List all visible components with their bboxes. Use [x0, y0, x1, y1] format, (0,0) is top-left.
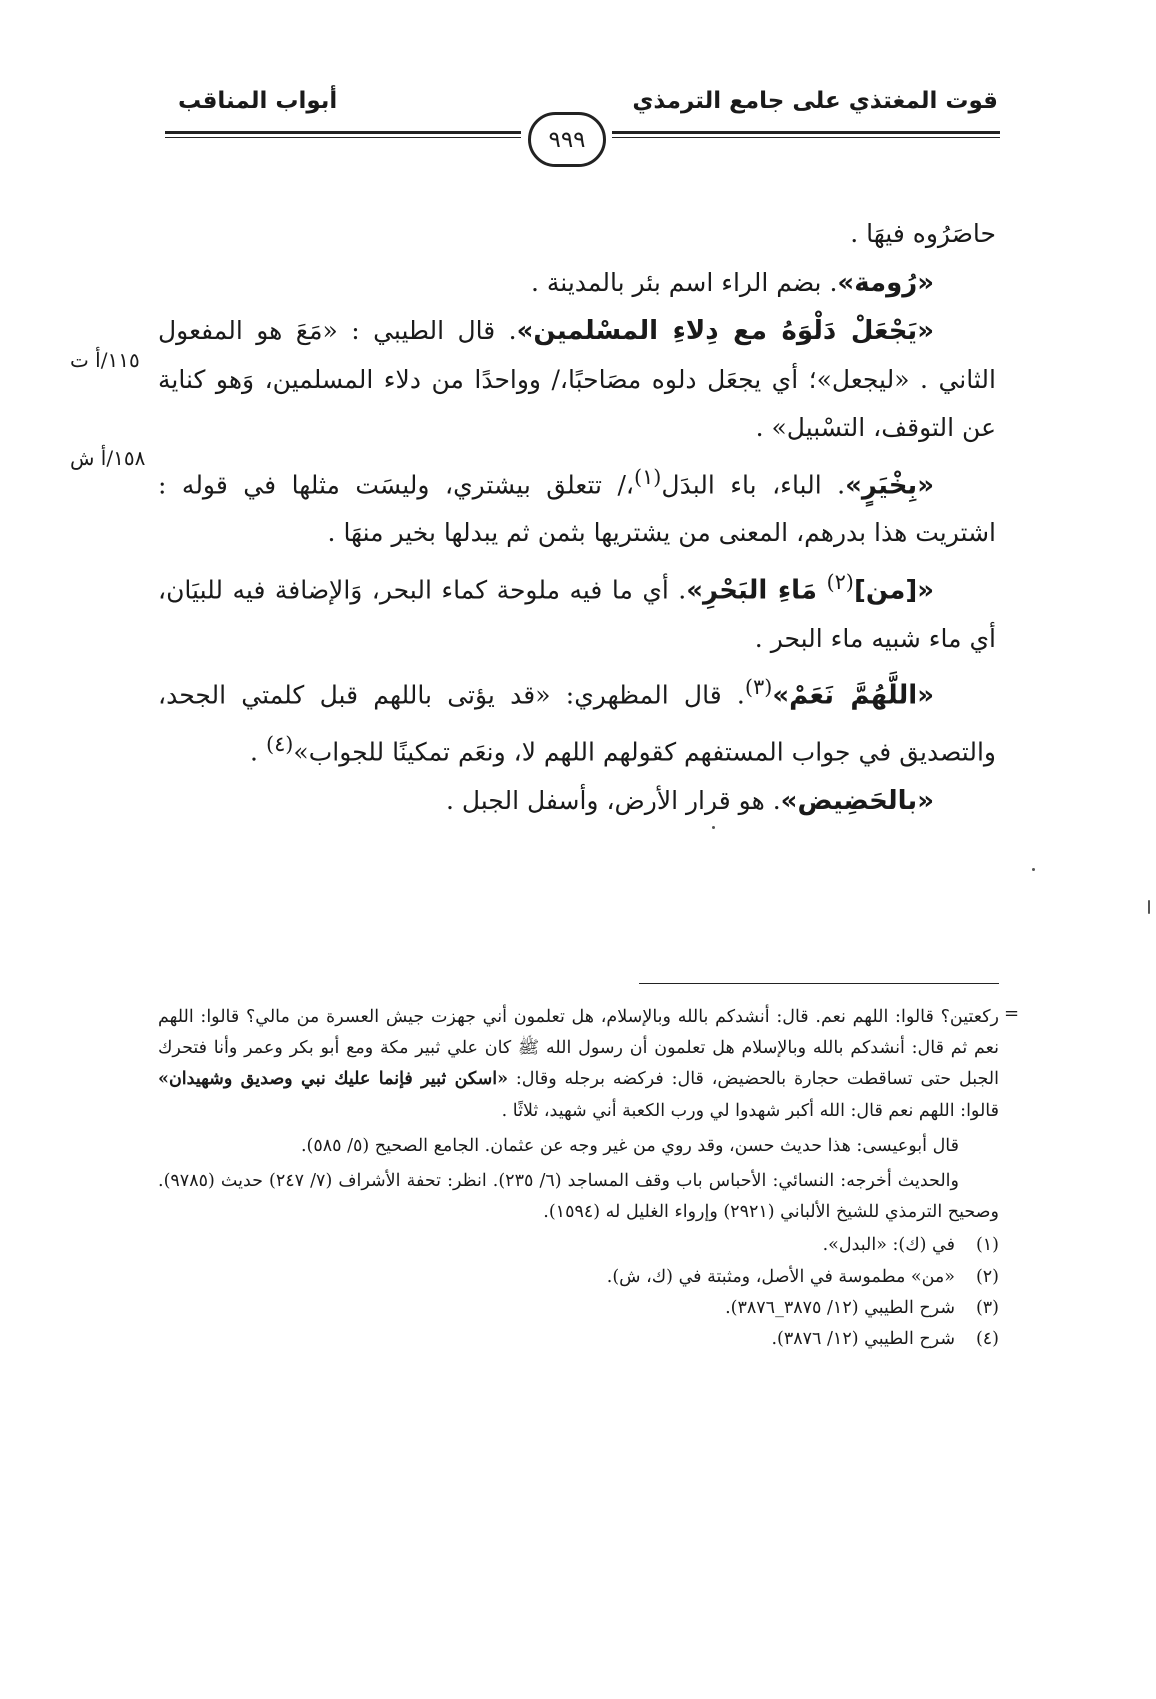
book-title: قوت المغتذي على جامع الترمذي — [632, 88, 998, 114]
footnote-para-2: والحديث أخرجه: النسائي: الأحباس باب وقف المساجد (٦/ ٢٣٥). انظر: تحفة الأشراف (٧/ ٢٤٧) حديث (٩٧٨٥). وصحيح الترمذي للشيخ الألباني (٢٩٢١) وإرواء الغليل له (١٥٩٤). — [158, 1171, 999, 1223]
header-rule-right — [612, 131, 1000, 138]
margin-note-1: ١١٥/أ ت — [70, 348, 140, 372]
keyword-allahumma: «اللَّهُمَّ نَعَمْ» — [772, 680, 935, 711]
footnote-number: (٤) — [975, 1329, 999, 1350]
keyword-min: «[من] — [853, 575, 934, 606]
page-number: ٩٩٩ — [528, 112, 606, 167]
entry-yajal-text: . قال الطيبي : «مَعَ هو المفعول الثاني . «ليجعل»؛ أي يجعَل دلوه مصَاحبًا،/ وواحدًا من دلاء المسلمين، وَهو كناية عن التوقف، التسْبيل» . — [158, 316, 996, 442]
footnote-text: شرح الطيبي (١٢/ ٣٨٧٥_٣٨٧٦). — [725, 1297, 955, 1318]
entry-maa-albahr — [158, 558, 996, 663]
entry-yajal — [158, 307, 996, 453]
scan-speck — [1032, 868, 1035, 871]
entry-rooma-text: . بضم الراء اسم بئر بالمدينة . — [530, 267, 838, 297]
footnote-continuation-bold: «اسكن ثبير فإنما عليك نبي وصديق وشهيدان» — [158, 1069, 509, 1090]
keyword-maa-albahr: مَاءِ البَحْرِ» — [686, 575, 817, 606]
entry-bikhayr — [158, 453, 996, 558]
footnote-text: شرح الطيبي (١٢/ ٣٨٧٦). — [771, 1329, 955, 1350]
footnote-text: «من» مطموسة في الأصل، ومثبتة في (ك، ش). — [606, 1266, 955, 1287]
continuation-mark: = — [1004, 1003, 1020, 1024]
footnote-ref: (١) — [633, 464, 662, 489]
footnote-ref: (٢) — [826, 569, 854, 594]
entry-allahumma — [158, 663, 996, 777]
entry-bikhayr-text-a: . الباء، باء البدَل — [661, 469, 846, 499]
keyword-rooma: «رُومة» — [837, 267, 934, 298]
entry-rooma — [158, 259, 996, 308]
footnote-number: (٣) — [975, 1297, 999, 1318]
footnote-text: في (ك): «البدل». — [822, 1235, 955, 1256]
footnote-2 — [158, 1262, 999, 1293]
entry-alhadeed-text: . هو قرار الأرض، وأسفل الجبل . — [445, 785, 781, 815]
chapter-title: أبواب المناقب — [178, 88, 338, 114]
scan-mark — [1148, 900, 1150, 914]
footnote-number: (٢) — [975, 1266, 999, 1287]
entry-alhadeed — [158, 777, 996, 826]
margin-note-2: ١٥٨/أ ش — [70, 446, 146, 470]
body-line-first: حاصَرُوه فيهَا . — [850, 219, 996, 248]
entry-maa-albahr-text: . أي ما فيه ملوحة كماء البحر، وَالإضافة فيه للبيَان، أي ماء شبيه ماء البحر . — [158, 575, 996, 653]
entry-allahumma-end: . — [250, 737, 266, 767]
entry-allahumma-text: . قال المظهري: «قد يؤتى باللهم قبل كلمتي الجحد، والتصديق في جواب المستفهم كقولهم اللهم لا، ونعَم تمكينًا للجواب» — [158, 680, 996, 767]
footnotes — [158, 1002, 999, 1355]
entry-bikhayr-text-b: ،/ تتعلق بيشتري، وليسَت مثلها في قوله : اشتريت هذا بدرهم، المعنى من يشتريها بثمن ثم يبدلها بخير منهَا . — [158, 469, 996, 548]
keyword-alhadeed: «بالحَضِيض» — [780, 785, 934, 816]
footnote-ref: (٣) — [744, 675, 773, 700]
footnote-3 — [158, 1293, 999, 1324]
footnote-number: (١) — [975, 1235, 999, 1256]
footnote-continuation-text-a: ركعتين؟ قالوا: اللهم نعم. قال: أنشدكم بالله وبالإسلام، هل تعلمون أني جهزت جيش العسرة من مالي؟ قالوا: اللهم نعم ثم قال: أنشدكم بالله وبالإسلام هل تعلمون أن رسول الله ﷺ كان علي ثبير مكة ومع أبو بكر وعمر وأنا فتحرك الجبل حتى تساقطت حجارة بالحضيض، قال: فركضه برجله وقال: — [158, 1007, 999, 1090]
footnote-separator — [639, 983, 999, 984]
footnote-continuation — [158, 1002, 999, 1127]
footnote-1 — [158, 1230, 999, 1261]
keyword-yajal: «يَجْعَلْ دَلْوَهُ مع دِلاءِ المسْلمين» — [516, 316, 934, 346]
keyword-bikhayr: «بِخْيَرٍ» — [845, 469, 934, 500]
footnote-ref: (٤) — [265, 731, 294, 756]
main-text — [158, 210, 996, 825]
footnote-para-1: قال أبوعيسى: هذا حديث حسن، وقد روي من غير وجه عن عثمان. الجامع الصحيح (٥/ ٥٨٥). — [300, 1135, 959, 1156]
header-rule-left — [165, 131, 521, 138]
footnote-4 — [158, 1324, 999, 1355]
footnote-continuation-text-b: قالوا: اللهم نعم قال: الله أكبر شهدوا لي ورب الكعبة أني شهيد، ثلاثًا . — [501, 1100, 999, 1121]
scan-speck — [712, 826, 715, 829]
